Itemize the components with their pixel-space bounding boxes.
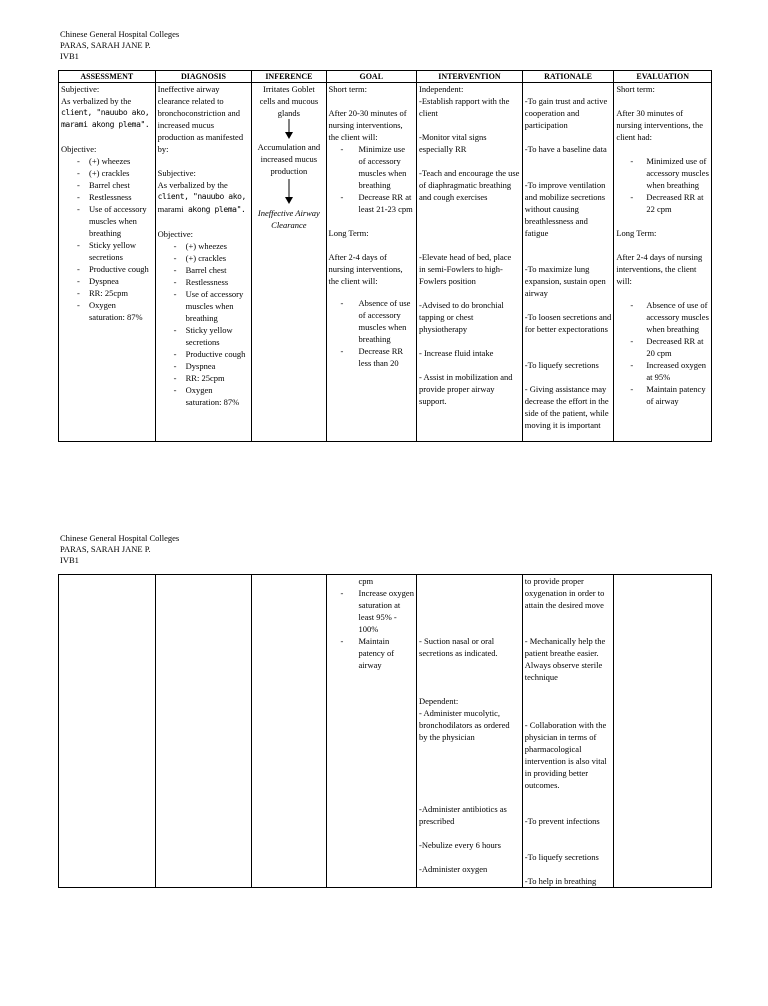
goal-long-list [329, 297, 415, 369]
evaluation-long-list [616, 299, 709, 407]
list-item: - Productive cough [61, 263, 153, 275]
intervention-item: - Increase fluid intake [419, 348, 494, 358]
list-item: - (+) wheezes [158, 240, 250, 252]
list-item: - Absence of use of accessory muscles when breathing [329, 297, 415, 345]
evaluation-short-text: After 30 minutes of nursing interventions, the client had: [616, 108, 703, 142]
intervention-item: - Suction nasal or oral secretions as indicated. [419, 636, 498, 658]
intervention-item: -Teach and encourage the use of diaphragmatic breathing and cough exercises [419, 168, 520, 202]
rationale-item: -To maximize lung expansion, sustain open airway [524, 264, 606, 298]
page-header [60, 533, 179, 566]
evaluation-long-label: Long Term: [616, 228, 657, 238]
student-name: PARAS, SARAH JANE P. [60, 40, 151, 50]
goal-short-list [329, 143, 415, 215]
diagnosis-quote-rest: akong plema". [183, 205, 246, 214]
diagnosis-subjective-quote-line-1: client, "nauubo ako, [157, 192, 246, 201]
list-item: - Oxygen saturation: 87% [61, 299, 153, 323]
column-header-inference: INFERENCE [252, 71, 326, 83]
table-header-row [59, 71, 712, 83]
intervention-item: -Advised to do bronchial tapping or chest physiotherapy [419, 300, 504, 334]
evaluation-short-list [616, 155, 709, 215]
intervention-item: -Elevate head of bed, place in semi-Fowlers to high-Fowlers position [419, 252, 512, 286]
page-header [60, 29, 179, 62]
rationale-item: - Mechanically help the patient breathe easier. Always observe sterile technique [524, 636, 606, 682]
intervention-item: -Administer antibiotics as prescribed [419, 804, 507, 826]
list-item: - Use of accessory muscles when breathing [158, 288, 250, 324]
rationale-item: -To loosen secretions and for better expectorations [524, 312, 612, 334]
care-plan-table-page-1 [58, 70, 712, 442]
rationale-cell [522, 575, 614, 888]
goal-long-label: Long Term: [328, 228, 369, 238]
assessment-subjective-quote: client, "nauubo ako, marami akong plema". [61, 108, 150, 129]
list-item: - Decreased RR at 22 cpm [616, 191, 709, 215]
column-header-goal: GOAL [326, 71, 417, 83]
rationale-item: - Collaboration with the physician in terms of pharmacological intervention is also vital in providing better outcomes. [524, 720, 607, 790]
intervention-independent-label: Independent: [419, 84, 464, 94]
list-item: - Minimize use of accessory muscles when breathing [329, 143, 415, 191]
list-item: - RR: 25cpm [158, 372, 250, 384]
down-arrow-icon [254, 119, 323, 141]
section-name: IVB1 [60, 555, 79, 565]
rationale-item: -To gain trust and active cooperation and participation [524, 96, 608, 130]
assessment-cell [59, 83, 156, 442]
assessment-cell [59, 575, 156, 888]
diagnosis-objective-list [158, 240, 250, 408]
care-plan-table-page-2 [58, 574, 712, 888]
diagnosis-quote-word: marami [157, 204, 184, 214]
list-item: - (+) crackles [61, 167, 153, 179]
list-item: - Dyspnea [61, 275, 153, 287]
institution-name: Chinese General Hospital Colleges [60, 29, 180, 39]
inference-step-1: Irritates Goblet cells and mucous glands [259, 84, 319, 118]
intervention-item: -Monitor vital signs especially RR [419, 132, 487, 154]
rationale-item: -To liquefy secretions [524, 852, 599, 862]
list-item: - (+) wheezes [61, 155, 153, 167]
evaluation-long-text: After 2-4 days of nursing interventions, the client will: [616, 252, 703, 286]
inference-step-2: Accumulation and increased mucus production [257, 142, 321, 176]
diagnosis-subjective-label: Subjective: [157, 168, 196, 178]
intervention-cell [417, 83, 523, 442]
institution-name: Chinese General Hospital Colleges [60, 533, 180, 543]
rationale-item: -To liquefy secretions [524, 360, 599, 370]
list-item: - Maintain patency of airway [329, 635, 415, 671]
list-item: - RR: 25cpm [61, 287, 153, 299]
rationale-item: -To prevent infections [524, 816, 600, 826]
goal-cell [326, 83, 417, 442]
list-item: - Sticky yellow secretions [61, 239, 153, 263]
assessment-objective-list [61, 155, 153, 323]
goal-short-label: Short term: [328, 84, 367, 94]
goal-cell [326, 575, 417, 888]
diagnosis-objective-label: Objective: [157, 229, 194, 239]
diagnosis-subjective-quote-line-2 [158, 203, 250, 216]
list-item: - Oxygen saturation: 87% [158, 384, 250, 408]
rationale-item: -To have a baseline data [524, 144, 607, 154]
column-header-assessment: ASSESSMENT [59, 71, 156, 83]
list-item: - Restlessness [158, 276, 250, 288]
column-header-evaluation: EVALUATION [614, 71, 712, 83]
inference-cell [252, 575, 326, 888]
inference-result: Ineffective Airway Clearance [257, 208, 320, 230]
list-item: - Barrel chest [61, 179, 153, 191]
column-header-rationale: RATIONALE [522, 71, 614, 83]
evaluation-short-label: Short term: [616, 84, 655, 94]
evaluation-cell [614, 83, 712, 442]
list-item: - Decrease RR at least 21-23 cpm [329, 191, 415, 215]
intervention-item: -Establish rapport with the client [419, 96, 510, 118]
list-item: - Absence of use of accessory muscles when breathing [616, 299, 709, 335]
diagnosis-subjective-text: As verbalized by the [157, 180, 228, 190]
intervention-cell [417, 575, 523, 888]
evaluation-cell [614, 575, 712, 888]
table-body-row [59, 83, 712, 442]
list-item: - Productive cough [158, 348, 250, 360]
intervention-item: -Administer oxygen [419, 864, 488, 874]
intervention-dependent-label: Dependent: [419, 696, 459, 706]
assessment-objective-label: Objective: [61, 144, 97, 154]
section-name: IVB1 [60, 51, 79, 61]
column-header-intervention: INTERVENTION [417, 71, 523, 83]
list-item: - Restlessness [61, 191, 153, 203]
list-item: - Minimized use of accessory muscles when breathing [616, 155, 709, 191]
list-item: - Use of accessory muscles when breathing [61, 203, 153, 239]
inference-cell [252, 83, 326, 442]
goal-long-list [329, 587, 415, 671]
intervention-item: - Assist in mobilization and provide proper airway support. [419, 372, 513, 406]
down-arrow-icon [254, 177, 323, 207]
assessment-subjective-text: As verbalized by the [61, 96, 132, 106]
intervention-item: -Nebulize every 6 hours [419, 840, 501, 850]
rationale-item: - Giving assistance may decrease the effort in the side of the patient, while moving it is important [524, 384, 609, 430]
list-item: - Maintain patency of airway [616, 383, 709, 407]
list-item: - Sticky yellow secretions [158, 324, 250, 348]
goal-long-text: After 2-4 days of nursing interventions, the client will: [328, 252, 403, 286]
rationale-item-continued: to provide proper oxygenation in order to attain the desired move [524, 576, 605, 610]
goal-short-text: After 20-30 minutes of nursing interventions, the client will: [328, 108, 407, 142]
goal-long-item-continued: cpm [358, 576, 374, 586]
intervention-item: - Administer mucolytic, bronchodilators as ordered by the physician [419, 708, 510, 742]
column-header-diagnosis: DIAGNOSIS [155, 71, 252, 83]
rationale-item: -To help in breathing [524, 876, 597, 886]
list-item: - (+) crackles [158, 252, 250, 264]
diagnosis-cell [155, 83, 252, 442]
assessment-subjective-label: Subjective: [61, 84, 100, 94]
list-item: - Decreased RR at 20 cpm [616, 335, 709, 359]
diagnosis-statement: Ineffective airway clearance related to bronchoconstriction and increased mucus production as manifested by: [157, 84, 244, 154]
list-item: - Decrease RR less than 20 [329, 345, 415, 369]
rationale-cell [522, 83, 614, 442]
list-item: - Increased oxygen at 95% [616, 359, 709, 383]
rationale-item: -To improve ventilation and mobilize secretions without causing breathlessness and fatigue [524, 180, 606, 238]
list-item: - Barrel chest [158, 264, 250, 276]
list-item: - Dyspnea [158, 360, 250, 372]
table-body-row [59, 575, 712, 888]
student-name: PARAS, SARAH JANE P. [60, 544, 151, 554]
diagnosis-cell [155, 575, 252, 888]
list-item: - Increase oxygen saturation at least 95% - 100% [329, 587, 415, 635]
